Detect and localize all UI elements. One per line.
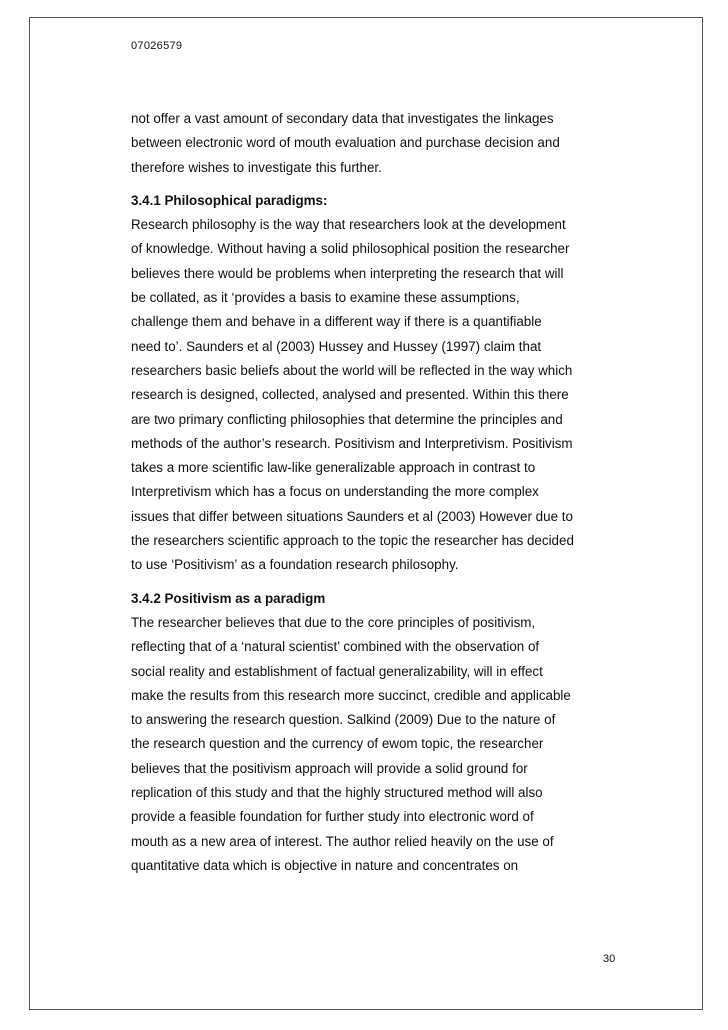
text-line: therefore wishes to investigate this further. — [131, 159, 382, 175]
text-line: takes a more scientific law-like generalizable approach in contrast to — [131, 460, 536, 476]
paragraph-intro — [131, 107, 621, 180]
section-heading-philosophical-paradigms: 3.4.1 Philosophical paradigms: — [131, 192, 328, 208]
text-line: social reality and establishment of factual generalizability, will in effect — [131, 663, 543, 679]
student-id: 07026579 — [131, 40, 183, 52]
text-line: believes that the positivism approach will provide a solid ground for — [131, 760, 528, 776]
text-line: of knowledge. Without having a solid philosophical position the researcher — [131, 241, 570, 257]
document-body — [131, 107, 621, 878]
text-line: Interpretivism which has a focus on understanding the more complex — [131, 484, 539, 500]
text-line: mouth as a new area of interest. The author relied heavily on the use of — [131, 833, 554, 849]
section-body-positivism-paradigm — [131, 611, 621, 878]
page-number: 30 — [603, 953, 616, 965]
text-line: challenge them and behave in a different way if there is a quantifiable — [131, 314, 542, 330]
text-line: provide a feasible foundation for further study into electronic word of — [131, 809, 534, 825]
text-line: between electronic word of mouth evaluation and purchase decision and — [131, 135, 560, 151]
text-line: to answering the research question. Salkind (2009) Due to the nature of — [131, 712, 556, 728]
text-line: Research philosophy is the way that researchers look at the development — [131, 217, 566, 233]
text-line: are two primary conflicting philosophies that determine the principles and — [131, 411, 563, 427]
text-line: reflecting that of a ‘natural scientist’ combined with the observation of — [131, 639, 540, 655]
text-line: be collated, as it ‘provides a basis to examine these assumptions, — [131, 290, 520, 306]
section-body-philosophical-paradigms — [131, 213, 621, 577]
text-line: to use ‘Positivism’ as a foundation research philosophy. — [131, 557, 459, 573]
text-line: make the results from this research more succinct, credible and applicable — [131, 687, 571, 703]
text-line: need to’. Saunders et al (2003) Hussey and Hussey (1997) claim that — [131, 338, 542, 354]
section-heading-positivism-paradigm: 3.4.2 Positivism as a paradigm — [131, 590, 326, 606]
text-line: research is designed, collected, analysed and presented. Within this there — [131, 387, 569, 403]
text-line: the researchers scientific approach to the topic the researcher has decided — [131, 533, 574, 549]
text-line: the research question and the currency of ewom topic, the researcher — [131, 736, 544, 752]
text-line: believes there would be problems when interpreting the research that will — [131, 265, 564, 281]
text-line: The researcher believes that due to the core principles of positivism, — [131, 614, 536, 630]
text-line: replication of this study and that the highly structured method will also — [131, 785, 543, 801]
text-line: issues that differ between situations Saunders et al (2003) However due to — [131, 508, 573, 524]
text-line: not offer a vast amount of secondary data that investigates the linkages — [131, 111, 554, 126]
text-line: quantitative data which is objective in nature and concentrates on — [131, 857, 519, 873]
text-line: researchers basic beliefs about the world will be reflected in the way which — [131, 362, 573, 378]
text-line: methods of the author’s research. Positivism and Interpretivism. Positivism — [131, 435, 573, 451]
